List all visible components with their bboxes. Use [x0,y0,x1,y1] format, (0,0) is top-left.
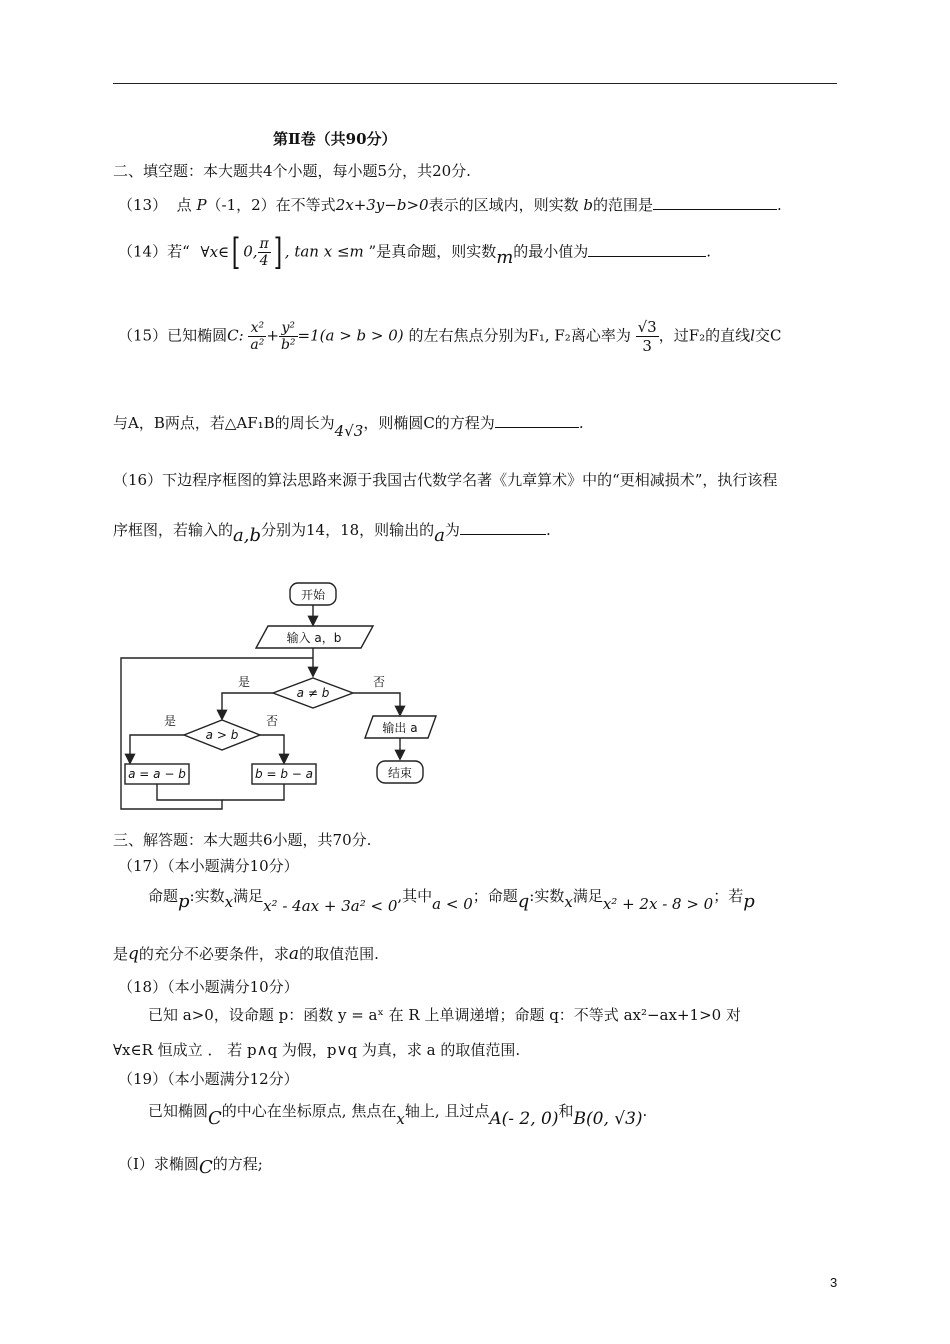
fill-in-heading: 二、填空题：本大题共4个小题，每小题5分，共20分. [113,162,471,180]
start-label: 开始 [300,588,326,602]
question-16: （16）下边程序框图的算法思路来源于我国古代数学名著《九章算术》中的“更相减损术”，执行该程 [113,471,778,489]
answer-heading: 三、解答题：本大题共6小题，共70分. [113,831,372,849]
question-16-line2: 序框图，若输入的a,b分别为14，18，则输出的a为 . [113,521,551,546]
question-15: （15）已知椭圆C: $\frac{\text{x²}}{\text{a²}}$ + $\frac{\text{y²}}{\text{b²}}$ =1(a > b > 0) 的左右焦点分别为F₁, F₂离心率为 $\frac{√3}{3}$ ，过F₂的直线l交C [118,318,782,355]
section-title: 第Ⅱ卷（共90分） [273,130,397,148]
output-label: 输出 a [382,721,418,735]
no2-label: 否 [265,714,279,728]
cond1-label: a ≠ b [296,686,330,700]
answer-blank [588,242,706,257]
q17-line1: 命题p:实数x满足x² - 4ax + 3a² < 0,其中a < 0；命题q:实数x满足x² + 2x - 8 > 0；若p [148,887,755,915]
answer-blank [653,195,777,210]
flowchart [118,578,448,814]
header-rule [113,83,837,84]
q19-header: （19）（本小题满分12分） [118,1070,299,1088]
q17-line2: 是q的充分不必要条件，求a的取值范围. [113,944,379,964]
answer-blank [460,520,546,535]
q19-part1: （Ⅰ）求椭圆C的方程; [118,1155,263,1178]
assign2-label: b = b − a [255,767,313,781]
question-14: （14）若“ ∀x∈[ 0, $\frac{\pi}{4}$ ] , tan x ≤m ”是真命题，则实数m的最小值为 . [118,232,712,273]
q18-line2: ∀x∈R 恒成立 ． 若 p∧q 为假，p∨q 为真，求 a 的取值范围. [113,1041,521,1059]
q18-header: （18）（本小题满分10分） [118,978,299,996]
q18-line1: 已知 a>0，设命题 p：函数 y = aˣ 在 R 上单调递增；命题 q：不等式 ax²−ax+1>0 对 [148,1006,741,1024]
page-number: 3 [830,1275,838,1290]
q17-header: （17）（本小题满分10分） [118,857,299,875]
cond2-label: a > b [205,728,239,742]
assign1-label: a = a − b [128,767,186,781]
input-label: 输入 a，b [286,631,342,645]
yes1-label: 是 [237,675,251,689]
end-label: 结束 [387,766,413,780]
answer-blank [495,413,579,428]
question-15-line2: 与A，B两点，若△AF₁B的周长为4√3，则椭圆C的方程为 . [113,414,584,440]
yes2-label: 是 [163,714,177,728]
q19-line1: 已知椭圆C的中心在坐标原点, 焦点在x轴上, 且过点A(- 2, 0)和B(0, √3). [148,1102,648,1129]
no1-label: 否 [372,675,386,689]
question-13: （13） 点 P（-1，2）在不等式2x+3y−b>0表示的区域内，则实数 b的范围是 . [118,196,782,214]
